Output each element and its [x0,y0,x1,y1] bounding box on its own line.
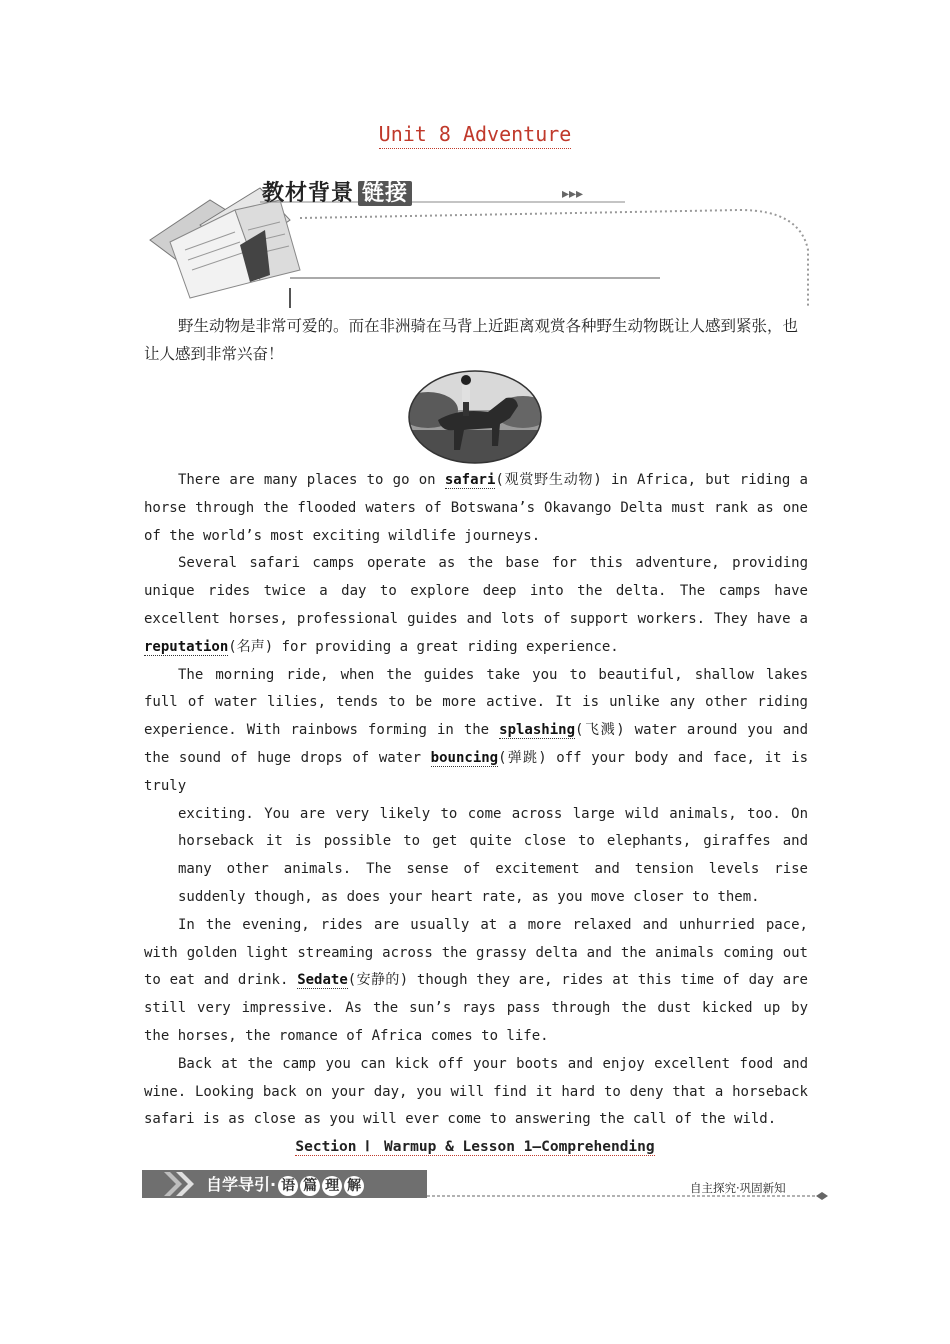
keyword: reputation [144,638,229,655]
horse-rider-photo [408,370,542,464]
paragraph: exciting. You are very likely to come across large wild animals, too. On horseback it is possible to get quite close to elephants, giraffes and many other animals. The sense of excitement and tension levels rise suddenly though, as does your heart rate, as you move closer to them. [178,805,808,905]
guide-label-text: 自学导引 [206,1175,271,1194]
guide-char: 篇 [300,1176,320,1196]
guide-right-text: 自主探究·巩固新知 [690,1181,786,1195]
paragraph: The morning ride, when the guides take you to beautiful, shallow lakes full of water lilies, tends to be more active. It is unlike any other riding experience. With rainbows forming in the splashing(飞溅) water around you and the sound of huge drops of water bouncing(弹跳) off your body and face, it is truly [144,666,808,794]
paragraph: Several safari camps operate as the base for this adventure, providing unique rides twice a day to explore deep into the delta. The camps have excellent horses, professional guides and lots of support workers. They have a reputation(名声) for providing a great riding experience. [144,555,808,655]
guide-char: 语 [278,1176,298,1196]
section-title [0,1135,950,1156]
keyword: bouncing [430,749,499,766]
guide-label [206,1172,364,1196]
banner-heading-boxed: 链接 [358,181,412,206]
paragraph: Back at the camp you can kick off your boots and enjoy excellent food and wine. Looking back on your day, you will find it hard to deny that a horseback safari is as close as you will ever come to answering the call of the wild. [144,1055,808,1128]
guide-label-dot: · [270,1175,277,1194]
banner-arrows: ▸▸▸ [562,186,584,202]
unit-title [0,122,950,146]
article-body [144,467,808,1134]
diamond-icon [816,1192,828,1200]
banner-heading-text: 教材背景 [262,181,355,206]
paragraph: In the evening, rides are usually at a more relaxed and unhurried pace, with golden light streaming across the grassy delta and the animals coming out to eat and drink. Sedate(安静的) though they are, rides at this time of day are still very impressive. As the sun’s rays pass through the dust kicked up by the horses, the romance of Africa comes to life. [144,916,808,1044]
banner-graphic [140,170,820,310]
unit-title-text: Unit 8 Adventure [379,122,572,149]
guide-char: 理 [322,1176,342,1196]
guide-char: 解 [344,1176,364,1196]
paragraph: There are many places to go on safari(观赏野生动物) in Africa, but riding a horse through the flooded waters of Botswana’s Okavango Delta must rank as one of the world’s most exciting wildlife journeys. [144,472,808,544]
banner-frame-arc [300,210,808,308]
section-title-text: Section Ⅰ Warmup & Lesson 1—Comprehending [295,1139,655,1155]
keyword: Sedate [297,972,348,989]
banner-heading [262,176,412,207]
intro-chinese: 野生动物是非常可爱的。而在非洲骑在马背上近距离观赏各种野生动物既让人感到紧张，也让人感到非常兴奋！ [144,317,799,363]
keyword: splashing [499,722,575,739]
keyword: safari [444,472,496,488]
